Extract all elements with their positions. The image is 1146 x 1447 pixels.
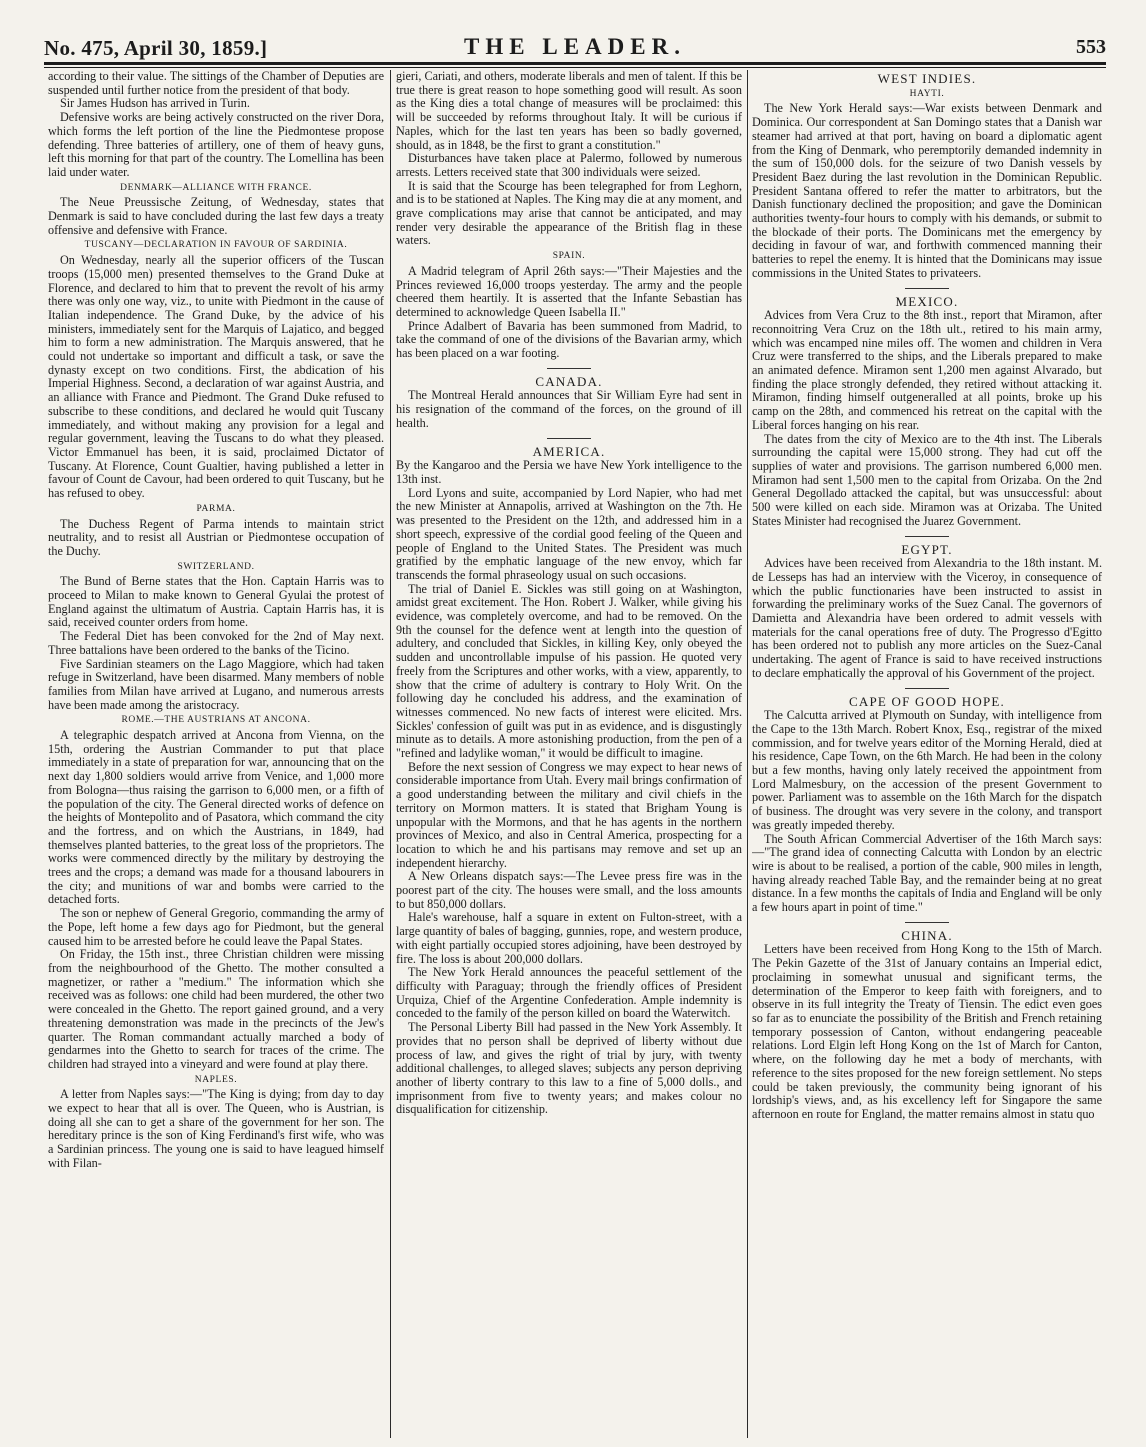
article-paragraph: Sir James Hudson has arrived in Turin. xyxy=(60,96,250,111)
subheading: SWITZERLAND. xyxy=(177,561,255,572)
section-separator xyxy=(547,368,591,369)
header-rule xyxy=(44,62,1106,65)
article-paragraph: The New York Herald announces the peaceful settlement of the difficulty with Paraguay; through the friendly offices of President Urquiza, Chief of the Argentine Confederation. Ample indemnity is conceded to the family of the person killed on board the Waterwitch. xyxy=(396,965,742,1021)
section-heading: CHINA. xyxy=(901,927,953,943)
section-heading: EGYPT. xyxy=(901,541,953,557)
subheading: PARMA. xyxy=(196,503,236,514)
column-1 xyxy=(48,70,384,1438)
article-paragraph: On Friday, the 15th inst., three Christian children were missing from the neighbourhood of the Ghetto. The mother consulted a magnetizer, or rather a "medium." The information which she received was as follows: one child had been murdered, the other two were concealed in the Ghetto. The report gained ground, and a very threatening demonstration was made in the precincts of the Jew's quarter. The Roman commandant actually marched a body of gendarmes into the Ghetto to search for traces of the crime. The children had strayed into a vineyard and were found at play there. xyxy=(48,947,384,1071)
article-paragraph: The trial of Daniel E. Sickles was still going on at Washington, amidst great excitement. The Hon. Robert J. Walker, while giving his evidence, was completely overcome, and had to be removed. On the 9th the counsel for the defence went at length into the question of adultery, and concluded that Sickles, in killing Key, only obeyed the sudden and uncontrollable impulse of his passion. He quoted very freely from the Scriptures and other works, with a view, apparently, to show that the crime of adultery is contrary to Holy Writ. On the following day he concluded his address, and the examination of witnesses commenced. No new facts of interest were elicited. Mrs. Sickles' confession of guilt was put in as evidence, and is disgustingly minute as to details. A more astonishing production, from the pen of a "refined and ladylike woman," it would be difficult to imagine. xyxy=(396,581,742,761)
article-paragraph: The Neue Preussische Zeitung, of Wednesday, states that Denmark is said to have concluded during the last few days a treaty offensive and defensive with France. xyxy=(48,195,384,237)
header-rule-thin xyxy=(44,67,1106,68)
section-separator xyxy=(905,688,949,689)
article-paragraph: A letter from Naples says:—"The King is dying; from day to day we expect to hear that all is over. The Queen, who is Austrian, is doing all she can to get a share of the government for her son. The hereditary prince is the son of King Ferdinand's first wife, who was a Sardinian princess. The young one is said to have leagued himself with Filan- xyxy=(48,1087,384,1170)
article-paragraph: Disturbances have taken place at Palermo, followed by numerous arrests. Letters received state that 300 individuals were seized. xyxy=(396,151,742,179)
article-paragraph: Advices from Vera Cruz to the 8th inst., report that Miramon, after reconnoitring Vera Cruz on the 18th ult., retired to his main army, which was encamped nine miles off. The women and children in Vera Cruz were transferred to the ships, and the Liberals prepared to make an animated defence. Miramon sent 1,200 men against Alvarado, but finding the place strongly defended, they retired without attacking it. Miramon, finding himself outgeneralled at all points, broke up his camp on the 28th, and commenced his retreat on the capital with the Liberal forces hanging on his rear. xyxy=(752,308,1102,432)
column-divider xyxy=(747,70,748,1438)
subheading: NAPLES. xyxy=(194,1074,238,1085)
page-number: 553 xyxy=(1076,36,1106,58)
article-paragraph: On Wednesday, nearly all the superior officers of the Tuscan troops (15,000 men) presented themselves to the Grand Duke at Florence, and declared to him that to prevent the revolt of his army there was only one way, viz., to unite with Piedmont in the cause of Italian independence. The Grand Duke, by the advice of his ministers, immediately sent for the Marquis of Lajatico, and begged him to form a new administration. The Marquis answered, that he could not undertake so important and difficult a task, or save the dynasty except on two conditions. First, the abdication of his Imperial Highness. Second, a declaration of war against Austria, and an alliance with France and Piedmont. The Grand Duke refused to subscribe to these conditions, and declared he would quit Tuscany immediately, and without making any provision for a legal and regular government, leaving the Tuscans to do what they pleased. Victor Emmanuel has been, it is said, proclaimed Dictator of Tuscany. At Florence, Count Gualtier, having published a letter in favour of Count de Cavour, had been ordered to quit Tuscany, but he has refused to obey. xyxy=(48,253,384,501)
article-paragraph: The dates from the city of Mexico are to the 4th inst. The Liberals surrounding the capital were 15,000 strong. They had cut off the supplies of water and provisions. The garrison numbered 6,000 men. Miramon had sent 1,500 men to the capital from Orizaba. On the 2nd General Degollado attacked the capital, but was unsuccessful: about 500 were killed on each side. Miramon was at Orizaba. The United States Minister had recognised the Juarez Government. xyxy=(752,431,1102,528)
article-paragraph: It is said that the Scourge has been telegraphed for from Leghorn, and is to be stationed at Naples. The King may die at any moment, and grave complications may arise that cannot be anticipated, and may render very desirable the appearance of the British flag in these waters. xyxy=(396,178,742,248)
article-paragraph: Advices have been received from Alexandria to the 18th instant. M. de Lesseps has had an interview with the Viceroy, in consequence of which the public functionaries have been instructed to assist in forwarding the preliminary works of the Suez Canal. The governors of Damietta and Alexandria have been ordered to admit vessels with materials for the canal operations free of duty. The Progresso d'Egitto has been ordered not to publish any more articles on the Suez-Canal undertaking. The agent of France is said to have received instructions to declare emphatically the approval of his Government of the project. xyxy=(752,556,1102,680)
section-heading: CAPE OF GOOD HOPE. xyxy=(849,693,1005,709)
article-paragraph: A New Orleans dispatch says:—The Levee press fire was in the poorest part of the city. The houses were small, and the loss amounts to but 850,000 dollars. xyxy=(396,869,742,911)
article-paragraph: Hale's warehouse, half a square in extent on Fulton-street, with a large quantity of bales of bagging, gunnies, rope, and western produce, with eight partially occupied stores adjoining, have been destroyed by fire. The loss is about 200,000 dollars. xyxy=(396,910,742,966)
article-paragraph: The Federal Diet has been convoked for the 2nd of May next. Three battalions have been ordered to the banks of the Ticino. xyxy=(48,629,384,657)
article-paragraph: gieri, Cariati, and others, moderate liberals and men of talent. If this be true there is great reason to hope something good will result. As soon as the King dies a total change of measures will be proclaimed: this will be succeeded by reforms throughout Italy. It will be curious if Naples, which for the last ten years has been so badly governed, should, as in 1848, be the first to grant a constitution." xyxy=(396,70,742,152)
column-3 xyxy=(752,70,1102,1438)
subheading: DENMARK—ALLIANCE WITH FRANCE. xyxy=(120,182,312,193)
subheading: ROME.—THE AUSTRIANS AT ANCONA. xyxy=(121,715,311,726)
masthead xyxy=(44,32,1106,60)
article-paragraph: Five Sardinian steamers on the Lago Maggiore, which had taken refuge in Switzerland, have been disarmed. Many members of noble families from Milan have arrived at Lugano, and numerous arrests have been made among the aristocracy. xyxy=(48,656,384,712)
column-2 xyxy=(396,70,742,1438)
section-separator xyxy=(547,438,591,439)
article-paragraph: The Montreal Herald announces that Sir William Eyre had sent in his resignation of the command of the forces, on the ground of ill health. xyxy=(396,388,742,430)
subheading: SPAIN. xyxy=(552,251,586,262)
article-paragraph: according to their value. The sittings of the Chamber of Deputies are suspended until further notice from the president of that body. xyxy=(48,70,384,97)
section-separator xyxy=(905,288,949,289)
subheading: TUSCANY—DECLARATION IN FAVOUR OF SARDINIA. xyxy=(84,240,348,251)
subheading: HAYTI. xyxy=(909,88,945,99)
article-paragraph: The New York Herald says:—War exists between Denmark and Dominica. Our correspondent at San Domingo states that a Danish war steamer had arrived at that port, having on board a diplomatic agent from the King of Denmark, who peremptorily demanded indemnity in the sum of 150,000 dols. for the seizure of two Danish vessels by President Baez during the last revolution in the Dominican Republic. President Santana offered to refer the matter to arbitrators, but the Danish functionary declined the proposition; and gave the Dominican authorities twenty-four hours to comply with his demands, or submit to the blockade of their ports. The Dominicans met the emergency by deciding in favour of war, and forthwith commenced manning their batteries to repel the enemy. It is hinted that the Dominicans may issue commissions in the United States to privateers. xyxy=(752,101,1102,280)
section-heading: WEST INDIES. xyxy=(877,71,977,86)
article-paragraph: The Bund of Berne states that the Hon. Captain Harris was to proceed to Milan to make known to General Gyulai the protest of England against the ultimatum of Austria. Captain Harris has, it is said, received counter orders from home. xyxy=(48,574,384,630)
section-heading: CANADA. xyxy=(535,373,603,389)
article-paragraph: A telegraphic despatch arrived at Ancona from Vienna, on the 15th, ordering the Austrian Commander to put that place immediately in a state of preparation for war, announcing that on the next day 1,800 soldiers would arrive from Venice, and 1,000 more from Bologna—thus raising the garrison to 6,000 men, or a fifth of the population of the city. The General directed works of defence on the heights of Montepolito and of Pasatora, which command the city and the fortress, and on which the Austrians, in 1849, had themselves planted batteries, to the great loss of the proprietors. The works were commenced directly by the military by destroying the trees and the crops; a demand was made for a thousand labourers in the city; and munitions of war and bombs were carried to the detached forts. xyxy=(48,728,384,907)
section-separator xyxy=(905,922,949,923)
article-paragraph: Before the next session of Congress we may expect to hear news of considerable importance from Utah. Every mail brings confirmation of a good understanding between the military and civil chiefs in the territory on Mormon matters. It is stated that Brigham Young is unpopular with the Mormons, and that he has agents in the northern provinces of Mexico, and also in Central America, prospecting for a location to which he and his partisans may remove and set up an independent hierarchy. xyxy=(396,759,742,870)
article-paragraph: The Duchess Regent of Parma intends to maintain strict neutrality, and to resist all Austrian or Piedmontese occupation of the Duchy. xyxy=(48,516,384,558)
section-heading: MEXICO. xyxy=(895,293,959,309)
article-paragraph: The Calcutta arrived at Plymouth on Sunday, with intelligence from the Cape to the 13th March. Robert Knox, Esq., registrar of the mixed commission, and for twelve years editor of the Morning Herald, died at his residence, Cape Town, on the 6th March. He had been in the colony but a few months, having only lately received the appointment from Lord Malmesbury, on the accession of the present Government to power. Parliament was to assemble on the 16th March for the dispatch of business. The drought was very severe in the colony, and transport was greatly impeded thereby. xyxy=(752,708,1102,832)
article-paragraph: The Personal Liberty Bill had passed in the New York Assembly. It provides that no person shall be deprived of liberty without due process of law, and gives the right of trial by jury, with twenty additional challenges, to alleged slaves; subjects any person depriving another of liberty contrary to this law to a fine of 5,000 dolls., and imprisonment from five to twenty years; and makes colour no disqualification for citizenship. xyxy=(396,1020,742,1117)
article-paragraph: A Madrid telegram of April 26th says:—"Their Majesties and the Princes reviewed 16,000 troops yesterday. The army and the people cheered them heartily. It is asserted that the Infante Sebastian has determined to acknowledge Queen Isabella II." xyxy=(396,263,742,319)
column-divider xyxy=(390,70,391,1438)
section-heading: AMERICA. xyxy=(532,443,606,459)
article-paragraph: Letters have been received from Hong Kong to the 15th of March. The Pekin Gazette of the 31st of January contains an Imperial edict, proclaiming in somewhat unusual and significant terms, the determination of the Emperor to keep faith with foreigners, and to observe in its full integrity the Treaty of Tiensin. The edict even goes so far as to enunciate the possibility of the British and French retaining temporary possession of Canton, without endangering peaceable relations. Lord Elgin left Hong Kong on the 1st of March for Canton, where, on the following day he met a body of merchants, with reference to the sites proposed for the new foreign settlement. No steps could be taken previously, the community being ignorant of his lordship's views, and, as his excellency left for Singapore the same afternoon en route for England, the matter remains almost in statu quo xyxy=(752,942,1102,1121)
newspaper-title: THE LEADER. xyxy=(464,34,686,59)
article-paragraph: Lord Lyons and suite, accompanied by Lord Napier, who had met the new Minister at Annapolis, arrived at Washington on the 7th. He was presented to the President on the 12th, and addressed him in a short speech, expressive of the cordial good feeling of the Queen and people of England to the United States. The President was much gratified by the emphatic language of the new envoy, which far transcends the formal phraseology usual on such occasions. xyxy=(396,485,742,582)
article-paragraph: By the Kangaroo and the Persia we have New York intelligence to the 13th inst. xyxy=(396,458,742,486)
section-separator xyxy=(905,536,949,537)
article-paragraph: The South African Commercial Advertiser of the 16th March says:—"The grand idea of connecting Calcutta with London by an electric wire is about to be realised, a portion of the cable, 900 miles in length, having already reached Table Bay, and the remainder being at no great distance. In a few months the capitals of India and England will be only a few hours apart in point of time." xyxy=(752,831,1102,915)
issue-line: No. 475, April 30, 1859.] xyxy=(44,36,268,60)
article-paragraph: Defensive works are being actively constructed on the river Dora, which forms the left portion of the line the Piedmontese propose defending. Three batteries of artillery, one of them of heavy guns, left this morning for that part of the country. The Lomellina has been laid under water. xyxy=(48,110,384,179)
article-paragraph: Prince Adalbert of Bavaria has been summoned from Madrid, to take the command of one of the divisions of the Bavarian army, which has been placed on a war footing. xyxy=(396,318,742,361)
article-paragraph: The son or nephew of General Gregorio, commanding the army of the Pope, left home a few days ago for Piedmont, but the general caused him to be arrested before he could leave the Papal States. xyxy=(48,906,384,948)
